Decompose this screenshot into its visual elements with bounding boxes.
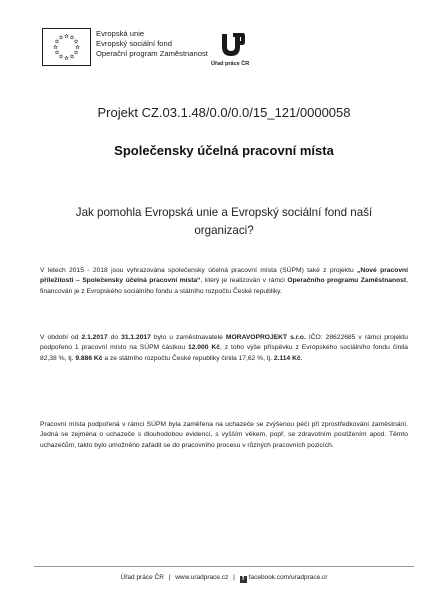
footer-divider: [34, 566, 414, 567]
text-run: IČO: 28622685 v rámci projektu podpořeno 1 pracovní místo na SÚPM částkou: [40, 334, 409, 352]
footer-facebook-link[interactable]: facebook.com/uradprace.cr: [248, 574, 328, 581]
text-run: bylo u zaměstnavatele: [150, 334, 226, 341]
paragraph-target-group: Pracovní místa podpořená v rámci SÚPM byla zaměřena na uchazeče se zvýšenou péčí při zprostředkování zaměstnání. Jedná se zejména o uchazeče s dlouhodobou evidencí, s vyšším věkem, popř. se zdravotním postižením apod. Těmto uchazečům, takto bylo umožněno zařadit se do pracovního procesu v různých pracovních pozicích.: [40, 421, 408, 449]
text-run: do: [107, 334, 122, 341]
project-number: Projekt CZ.03.1.48/0.0/0.0/15_121/0000058: [97, 105, 351, 120]
bold-run: Operačního programu Zaměstnanost: [287, 277, 407, 285]
footer-org: Úřad práce ČR: [120, 574, 164, 581]
eu-text-line: Evropský sociální fond: [96, 39, 172, 48]
eu-star-icon: [54, 45, 58, 49]
footer-separator: |: [233, 574, 235, 581]
bold-run: „Nové pracovní příležitosti – Společensky účelná pracovní místa“: [40, 267, 408, 285]
bold-run: 9.886 Kč: [75, 354, 103, 362]
eu-text-line: Evropská unie: [96, 29, 145, 38]
eu-star-icon: [65, 34, 69, 38]
footer-separator: |: [168, 574, 171, 581]
text-run: , financován je z Evropského sociálního fondu a státního rozpočtu České republiky.: [40, 277, 408, 295]
bold-run: 2.1.2017: [81, 334, 108, 341]
bold-run: 12.000 Kč: [188, 344, 220, 352]
up-logo-caption: Úřad práce ČR: [211, 61, 250, 67]
eu-star-icon: [65, 56, 69, 60]
text-run: V letech 2015 - 2018 jsou vyhrazována společensky účelná pracovní místa (SÚPM) také z projektu: [40, 267, 358, 274]
document-page: [6, 4, 442, 596]
eu-logo-text: [96, 29, 208, 59]
text-run: a ze státního rozpočtu České republiky činila 17,62 %, tj.: [102, 354, 274, 362]
eu-star-icon: [55, 40, 59, 44]
bold-run: 31.1.2017: [121, 334, 151, 341]
up-logo-icon: [219, 31, 245, 59]
paragraph-funding-details: [40, 333, 408, 364]
bold-run: 2.114 Kč: [273, 354, 301, 362]
page-title: Společensky účelná pracovní místa: [114, 143, 334, 158]
eu-star-icon: [55, 51, 59, 55]
eu-star-icon: [59, 35, 63, 39]
text-run: , který je realizován v rámci: [200, 277, 288, 285]
eu-star-icon: [70, 55, 74, 59]
eu-star-icon: [74, 40, 78, 44]
footer-website-link[interactable]: www.uradprace.cz: [175, 574, 229, 581]
footer: [0, 574, 448, 583]
eu-star-icon: [59, 55, 63, 59]
text-run: , z toho výše příspěvku z Evropského sociálního fondu činila 82,38 %, tj.: [40, 344, 408, 362]
paragraph-project-info: [40, 266, 408, 297]
facebook-icon: f: [240, 576, 247, 583]
eu-flag-logo: [42, 28, 91, 66]
text-run: .: [300, 354, 303, 362]
section-heading: Jak pomohla Evropská unie a Evropský sociální fond naší organizaci?: [75, 206, 373, 237]
eu-star-icon: [70, 35, 74, 39]
bold-run: MORAVOPROJEKT s.r.o.: [225, 334, 306, 341]
eu-text-line: Operační program Zaměstnanost: [96, 49, 208, 58]
text-run: V období od: [40, 334, 82, 341]
eu-star-icon: [74, 51, 78, 55]
eu-star-icon: [76, 45, 80, 49]
